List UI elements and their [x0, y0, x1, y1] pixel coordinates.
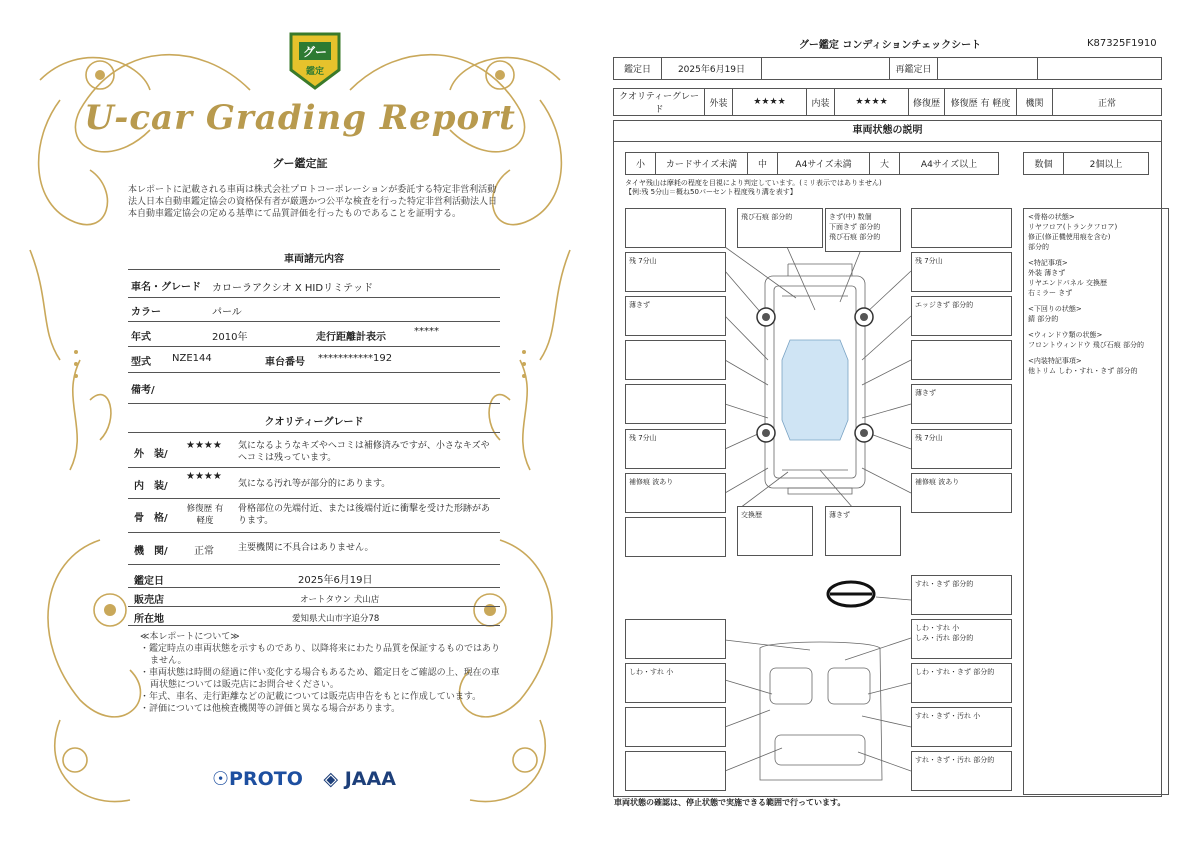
goo-appraisal-emblem	[287, 30, 343, 92]
grade-label: クオリティーグレード	[614, 89, 705, 116]
summary-special	[1028, 258, 1164, 298]
size-small: 小	[626, 153, 656, 175]
mileage-label: 走行距離計表示	[316, 332, 386, 343]
divider	[128, 625, 500, 626]
size-large-desc: A4サイズ以上	[900, 153, 999, 175]
appraisal-date-value: 2025年6月19日	[298, 575, 373, 586]
divider	[128, 297, 500, 298]
size-medium: 中	[748, 153, 778, 175]
int-value: ★★★★	[835, 89, 909, 116]
size-medium-desc: A4サイズ未満	[778, 153, 870, 175]
jaaa-logo: ◈ JAAA	[323, 768, 396, 790]
ext-label: 外装	[705, 89, 733, 116]
condition-check-sheet	[600, 0, 1200, 848]
condition-summary	[1023, 208, 1169, 795]
condition-box: 補修痕 波あり	[911, 473, 1012, 513]
divider	[128, 532, 500, 533]
summary-line: 修正(修正機使用痕を含む)	[1028, 233, 1111, 241]
condition-box: 薄きず	[911, 384, 1012, 424]
chassis-label: 車台番号	[265, 357, 305, 368]
remarks-label: 備考/	[131, 385, 155, 396]
date-value: 2025年6月19日	[662, 58, 762, 80]
condition-box: すれ・きず・汚れ 小	[911, 707, 1012, 747]
summary-line: 錆 部分的	[1028, 315, 1059, 323]
summary-line: 部分的	[1028, 243, 1049, 251]
condition-box: すれ・きず・汚れ 部分的	[911, 751, 1012, 791]
int-label: 内装	[807, 89, 835, 116]
name-label: 車名・グレード	[131, 282, 201, 293]
color-label: カラー	[131, 307, 161, 318]
script-title: U-car Grading Report	[84, 98, 516, 138]
repair-value: 修復歴 有 軽度	[945, 89, 1017, 116]
jaaa-logo-text: JAAA	[344, 768, 396, 790]
steering-wheel-icon	[828, 582, 874, 606]
condition-box	[625, 619, 726, 659]
quality-heading: クオリティーグレード	[264, 417, 364, 428]
specs-heading: 車両諸元内容	[284, 254, 344, 265]
shop-label: 販売店	[134, 595, 164, 606]
summary-line: 他トリム しわ・すれ・きず 部分的	[1028, 367, 1138, 375]
condition-box	[911, 208, 1012, 248]
year-label: 年式	[131, 332, 151, 343]
quality-grade-engine: 正常	[194, 546, 214, 557]
condition-box: 残 7分山	[625, 429, 726, 469]
divider	[128, 564, 500, 565]
divider	[128, 432, 500, 433]
redate-label: 再鑑定日	[890, 58, 938, 80]
footer-note: 車両状態の確認は、停止状態で実施できる範囲で行っています。	[614, 798, 846, 807]
sheet-title: グー鑑定 コンディションチェックシート	[798, 40, 982, 51]
certificate-intro: 本レポートに記載される車両は株式会社プロトコーポレーションが委託する特定非営利活動法人日本自動車鑑定協会の資格保有者が厳選かつ公平な検査を行った特定非営利活動法人日本自動車鑑定協会の定める基準にて品質評価を行ったものであることを証明する。	[128, 185, 498, 219]
tread-note-line: 【例:残 5分山＝概ね50パーセント程度残り溝を表す】	[625, 188, 797, 196]
address-value: 愛知県犬山市字追分78	[292, 614, 380, 624]
summary-heading: <下回りの状態>	[1028, 305, 1082, 313]
summary-line: リヤフロア(トランクフロア)	[1028, 223, 1118, 231]
chassis-value: ***********192	[318, 353, 393, 364]
quality-grade-frame: 修復歴 有 軽度	[186, 504, 224, 526]
condition-box	[625, 384, 726, 424]
condition-box	[625, 208, 726, 248]
condition-box	[625, 340, 726, 380]
note-item: ・評価については他検査機関等の評価と異なる場合があります。	[140, 704, 401, 714]
divider	[128, 606, 500, 607]
condition-box: 飛び石痕 部分的	[737, 208, 823, 248]
summary-underbody	[1028, 304, 1164, 324]
desc-heading: 車両状態の説明	[613, 120, 1162, 142]
certificate-title: グー鑑定証	[272, 157, 328, 170]
note-item: ・鑑定時点の車両状態を示すものであり、以降将来にわたり品質を保証するものではありません。	[140, 644, 501, 666]
divider	[128, 346, 500, 347]
divider	[128, 587, 500, 588]
condition-box: 薄きず	[825, 506, 901, 556]
size-large: 大	[870, 153, 900, 175]
condition-box: 残 7分山	[911, 252, 1012, 292]
summary-interior	[1028, 356, 1164, 376]
quality-desc-exterior: 気になるようなキズやヘコミは補修済みですが、小さなキズやヘコミは残っています。	[238, 441, 490, 463]
quality-desc-interior: 気になる汚れ等が部分的にあります。	[238, 479, 391, 489]
note-item: ・年式、車名、走行距離などの記載については販売店申告をもとに作成しています。	[140, 692, 482, 702]
model-value: NZE144	[172, 353, 212, 364]
shop-value: オートタウン 犬山店	[300, 595, 380, 605]
ext-value: ★★★★	[733, 89, 807, 116]
quality-label-engine: 機 関/	[134, 546, 168, 557]
summary-line: フロントウィンドウ 飛び石痕 部分的	[1028, 341, 1145, 349]
repair-label: 修復歴	[909, 89, 945, 116]
summary-line: 外装 薄きず	[1028, 269, 1066, 277]
size-small-desc: カードサイズ未満	[656, 153, 748, 175]
condition-box: きず(中) 数個 下面きず 部分的 飛び石痕 部分的	[825, 208, 901, 252]
report-notes	[140, 631, 500, 715]
divider	[128, 498, 500, 499]
condition-box: 残 7分山	[625, 252, 726, 292]
quality-grade-interior: ★★★★	[186, 471, 222, 482]
divider	[128, 321, 500, 322]
svg-text:グー: グー	[302, 45, 328, 59]
appraisal-date-label: 鑑定日	[134, 576, 164, 587]
condition-box: 薄きず	[625, 296, 726, 336]
quality-grade-exterior: ★★★★	[186, 440, 222, 451]
condition-box: すれ・きず 部分的	[911, 575, 1012, 615]
condition-box: 交換歴	[737, 506, 813, 556]
count-label: 数個	[1024, 153, 1064, 175]
quality-desc-frame: 骨格部位の先端付近、または後端付近に衝撃を受けた形跡があります。	[238, 504, 491, 526]
divider	[128, 269, 500, 270]
vehicle-glass	[782, 340, 848, 440]
logo-row	[212, 768, 396, 790]
sheet-id: K87325F1910	[1087, 38, 1157, 49]
summary-frame	[1028, 212, 1164, 252]
condition-box	[911, 340, 1012, 380]
condition-box: しわ・すれ 小 しみ・汚れ 部分的	[911, 619, 1012, 659]
name-value: カローラアクシオ X HIDリミテッド	[212, 283, 374, 294]
date-label: 鑑定日	[614, 58, 662, 80]
quality-label-interior: 内 装/	[134, 481, 168, 492]
proto-logo: ☉PROTO	[212, 768, 303, 790]
condition-box: エッジきず 部分的	[911, 296, 1012, 336]
quality-label-frame: 骨 格/	[134, 513, 168, 524]
condition-box: しわ・すれ・きず 部分的	[911, 663, 1012, 703]
summary-windows	[1028, 330, 1164, 350]
summary-heading: <骨格の状態>	[1028, 213, 1075, 221]
condition-box	[625, 517, 726, 557]
divider	[128, 467, 500, 468]
summary-heading: <特記事項>	[1028, 259, 1068, 267]
summary-line: リヤエンドパネル 交換歴	[1028, 279, 1107, 287]
summary-line: 右ミラー きず	[1028, 289, 1073, 297]
tread-note-line: タイヤ残山は摩耗の程度を目視により判定しています。(ミリ表示ではありません)	[625, 179, 882, 187]
mileage-value: *****	[414, 326, 439, 337]
condition-box	[625, 751, 726, 791]
summary-heading: <内装特記事項>	[1028, 357, 1082, 365]
notes-title: ≪本レポートについて≫	[140, 632, 240, 642]
divider	[128, 403, 500, 404]
year-value: 2010年	[212, 332, 248, 343]
condition-box	[625, 707, 726, 747]
proto-logo-text: PROTO	[229, 768, 303, 790]
count-desc: 2個以上	[1064, 153, 1149, 175]
address-label: 所在地	[134, 614, 164, 625]
condition-box: しわ・すれ 小	[625, 663, 726, 703]
model-label: 型式	[131, 357, 151, 368]
quality-label-exterior: 外 装/	[134, 449, 168, 460]
note-item: ・車両状態は時間の経過に伴い変化する場合もあるため、鑑定日をご確認の上、現在の車両状態については販売店にお問合せください。	[140, 668, 500, 690]
divider	[128, 372, 500, 373]
condition-box: 補修痕 波あり	[625, 473, 726, 513]
engine-label: 機関	[1017, 89, 1053, 116]
condition-box: 残 7分山	[911, 429, 1012, 469]
summary-heading: <ウィンドウ類の状態>	[1028, 331, 1103, 339]
engine-value: 正常	[1053, 89, 1162, 116]
quality-desc-engine: 主要機関に不具合はありません。	[238, 543, 374, 553]
svg-text:鑑定: 鑑定	[305, 67, 325, 77]
color-value: パール	[212, 307, 242, 318]
